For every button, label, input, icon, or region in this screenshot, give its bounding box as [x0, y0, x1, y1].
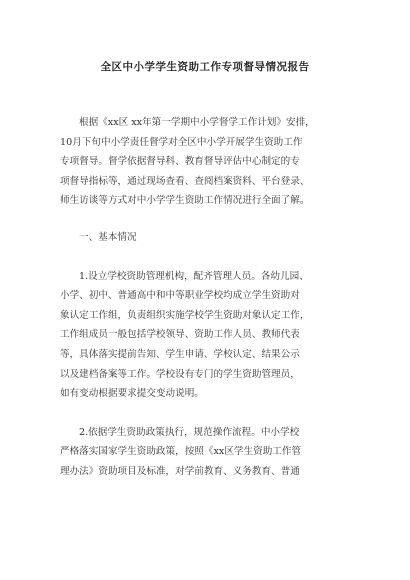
text-line: 以及建档备案等工作。学校设有专门的学生资助管理员， [60, 368, 300, 380]
text-line: 小学、初中、普通高中和中等职业学校均成立学生资助对 [60, 290, 300, 302]
text-line: 如有变动根据要求提交变动说明。 [60, 388, 204, 400]
text-line: 严格落实国家学生资助政策，按照《xx区学生资助工作管 [60, 446, 302, 458]
text-line: 专项督导。督学依据督导科、教育督导评估中心制定的专 [60, 156, 300, 168]
text-line: 理办法》资助项目及标准，对学前教育、义务教育、普通 [60, 465, 300, 477]
text-line: 项督导指标等，通过现场查看、查阅档案资料、平台登录、 [60, 175, 310, 187]
item2-paragraph [60, 423, 350, 482]
text-line: 1.设立学校资助管理机构，配齐管理人员。各幼儿园、 [79, 270, 309, 282]
text-line: 等，具体落实提前告知、学生申请、学校认定、结果公示 [60, 348, 300, 360]
intro-paragraph [60, 113, 350, 211]
item1-paragraph [60, 267, 350, 404]
text-line: 10月下旬中小学责任督学对全区中小学开展学生资助工作 [60, 136, 303, 148]
text-line: 根据《xx区 xx年第一学期中小学督学工作计划》安排， [79, 117, 315, 128]
text-line: 象认定工作组，负责组织实施学校学生资助对象认定工作， [60, 309, 310, 321]
section-heading: 一、基本情况 [79, 231, 137, 243]
text-line: 工作组成员一般包括学校领导、资助工作人员、教师代表 [60, 329, 300, 341]
text-line: 2.依据学生资助政策执行，规范操作流程。中小学校 [79, 426, 300, 438]
document-title: 全区中小学学生资助工作专项督导情况报告 [100, 61, 310, 73]
text-line: 师生访谈等方式对中小学学生资助工作情况进行全面了解。 [60, 195, 310, 207]
